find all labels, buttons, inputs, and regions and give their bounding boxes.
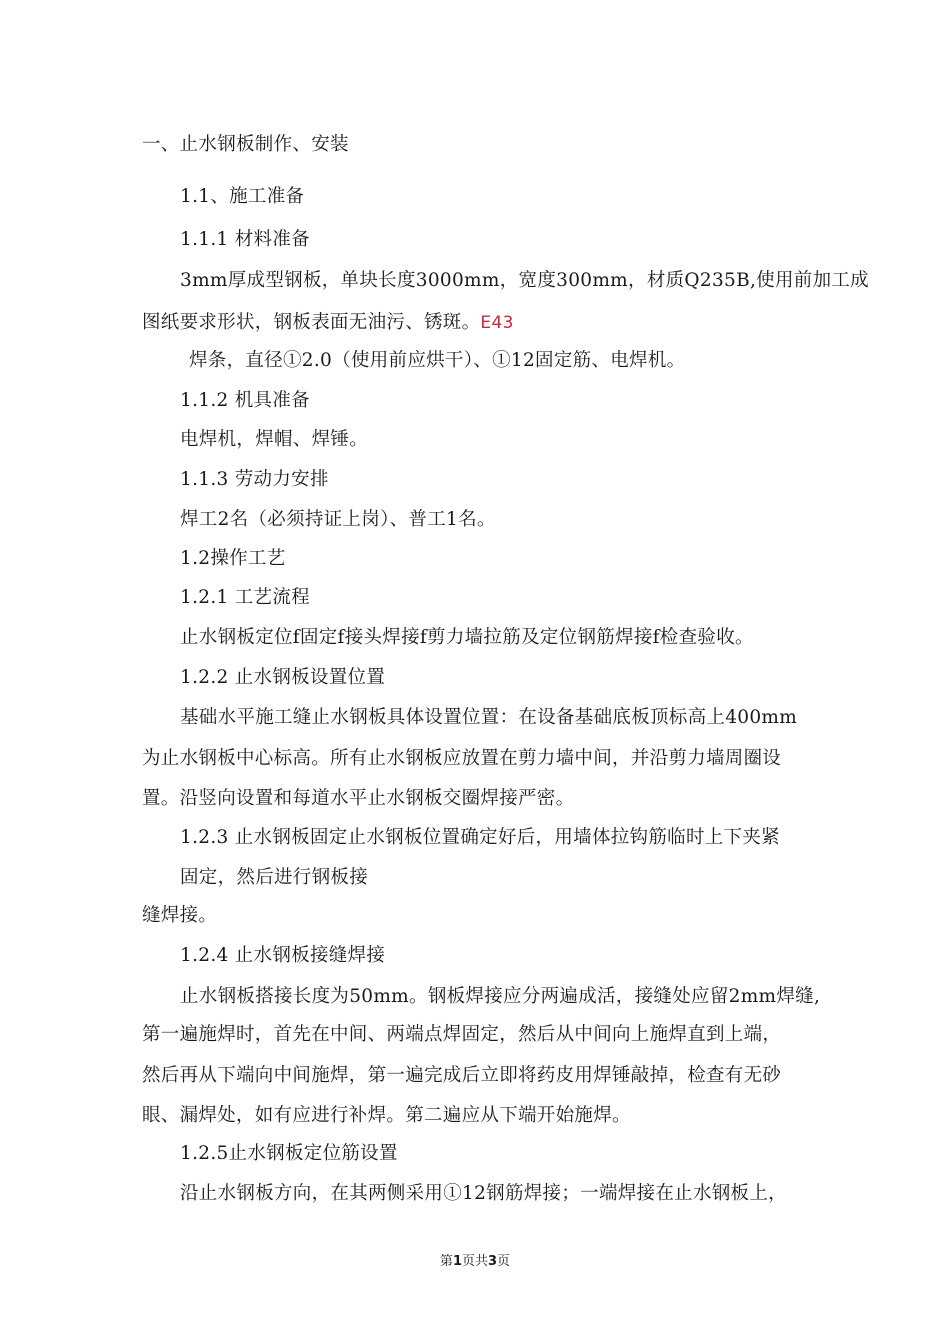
paragraph-line: 焊条，直径①2.0（使用前应烘干）、①12固定筋、电焊机。 <box>189 350 686 371</box>
section-1-1-3-title: 1.1.3 劳动力安排 <box>180 469 329 490</box>
footer-suffix: 页 <box>497 1254 511 1269</box>
section-1-1-1-title: 1.1.1 材料准备 <box>180 229 310 250</box>
section-1-2-title: 1.2操作工艺 <box>180 548 286 569</box>
paragraph-line: 基础水平施工缝止水钢板具体设置位置：在设备基础底板顶标高上400mm <box>180 707 798 728</box>
paragraph-line: 1.2.3 止水钢板固定止水钢板位置确定好后，用墙体拉钩筋临时上下夹紧 <box>180 827 780 848</box>
section-1-1-title: 1.1、施工准备 <box>180 186 305 207</box>
paragraph-line: 然后再从下端向中间施焊，第一遍完成后立即将药皮用焊锤敲掉，检查有无砂 <box>142 1065 782 1086</box>
paragraph-line <box>142 309 514 337</box>
paragraph-line: 沿止水钢板方向，在其两侧采用①12钢筋焊接；一端焊接在止水钢板上， <box>180 1183 787 1204</box>
page-footer <box>0 1253 950 1271</box>
red-annotation: E43 <box>480 313 514 333</box>
document-heading: 一、止水钢板制作、安装 <box>142 134 349 155</box>
paragraph-line: 电焊机，焊帽、焊锤。 <box>180 429 369 450</box>
paragraph-text: 图纸要求形状，钢板表面无油污、锈斑。 <box>142 312 481 333</box>
paragraph-line: 焊工2名（必须持证上岗）、普工1名。 <box>180 509 496 530</box>
paragraph-line: 固定，然后进行钢板接 <box>180 867 369 888</box>
section-1-1-2-title: 1.1.2 机具准备 <box>180 390 310 411</box>
footer-middle: 页共 <box>461 1254 488 1269</box>
paragraph-line: 眼、漏焊处，如有应进行补焊。第二遍应从下端开始施焊。 <box>142 1105 631 1126</box>
paragraph-line: 第一遍施焊时，首先在中间、两端点焊固定，然后从中间向上施焊直到上端， <box>142 1024 782 1045</box>
section-1-2-2-title: 1.2.2 止水钢板设置位置 <box>180 667 386 688</box>
footer-prefix: 第 <box>439 1254 453 1269</box>
section-1-2-5-title: 1.2.5止水钢板定位筋设置 <box>180 1143 398 1164</box>
section-1-2-4-title: 1.2.4 止水钢板接缝焊接 <box>180 945 386 966</box>
paragraph-line: 3mm厚成型钢板，单块长度3000mm，宽度300mm，材质Q235B,使用前加工成 <box>180 270 869 291</box>
section-1-2-1-title: 1.2.1 工艺流程 <box>180 587 310 608</box>
paragraph-line: 为止水钢板中心标高。所有止水钢板应放置在剪力墙中间，并沿剪力墙周圈设 <box>142 748 782 769</box>
paragraph-line: 止水钢板定位f固定f接头焊接f剪力墙拉筋及定位钢筋焊接f检查验收。 <box>180 627 754 648</box>
paragraph-line: 缝焊接。 <box>142 905 218 926</box>
footer-current-page: 1 <box>452 1254 462 1269</box>
paragraph-line: 置。沿竖向设置和每道水平止水钢板交圈焊接严密。 <box>142 788 575 809</box>
paragraph-line: 止水钢板搭接长度为50mm。钢板焊接应分两遍成活，接缝处应留2mm焊缝, <box>180 986 821 1007</box>
footer-total-pages: 3 <box>488 1254 498 1269</box>
